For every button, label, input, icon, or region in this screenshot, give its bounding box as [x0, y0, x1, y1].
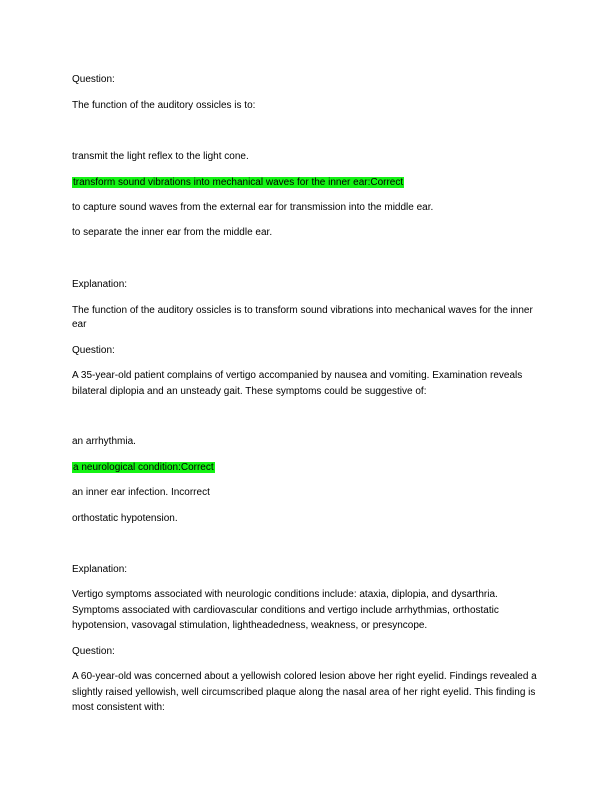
question-heading: Question: [72, 646, 115, 657]
question-text: slightly raised yellowish, well circumscribed plaque along the nasal area of her right eyelid. This finding is [72, 687, 536, 698]
question-text: most consistent with: [72, 702, 165, 713]
answer-option: an inner ear infection. Incorrect [72, 487, 210, 498]
question-text: The function of the auditory ossicles is to: [72, 100, 256, 111]
answer-option-correct [72, 176, 404, 189]
correct-highlight: transform sound vibrations into mechanical waves for the inner ear:Correct [73, 177, 404, 188]
answer-option: to capture sound waves from the external ear for transmission into the middle ear. [72, 202, 434, 213]
explanation-heading: Explanation: [72, 564, 128, 575]
explanation-text: Symptoms associated with cardiovascular conditions and vertigo include arrhythmias, orthostatic [72, 605, 499, 616]
explanation-text: ear [72, 319, 87, 330]
explanation-heading: Explanation: [72, 279, 128, 290]
explanation-text: The function of the auditory ossicles is to transform sound vibrations into mechanical waves for the inner [72, 305, 533, 316]
answer-option: orthostatic hypotension. [72, 513, 178, 524]
question-text: bilateral diplopia and an unsteady gait. These symptoms could be suggestive of: [72, 386, 427, 397]
explanation-text: hypotension, vasovagal stimulation, lightheadedness, weakness, or presyncope. [72, 620, 428, 631]
explanation-text: Vertigo symptoms associated with neurologic conditions include: ataxia, diplopia, and dysarthria. [72, 589, 498, 600]
question-text: A 60-year-old was concerned about a yellowish colored lesion above her right eyelid. Findings revealed a [72, 671, 537, 682]
answer-option: to separate the inner ear from the middle ear. [72, 227, 273, 238]
answer-option: transmit the light reflex to the light cone. [72, 151, 249, 162]
correct-highlight: a neurological condition:Correct [73, 462, 214, 473]
question-heading: Question: [72, 345, 115, 356]
answer-option: an arrhythmia. [72, 436, 136, 447]
question-text: A 35-year-old patient complains of vertigo accompanied by nausea and vomiting. Examination reveals [72, 370, 523, 381]
answer-option-correct [72, 461, 215, 474]
question-heading: Question: [72, 74, 115, 85]
